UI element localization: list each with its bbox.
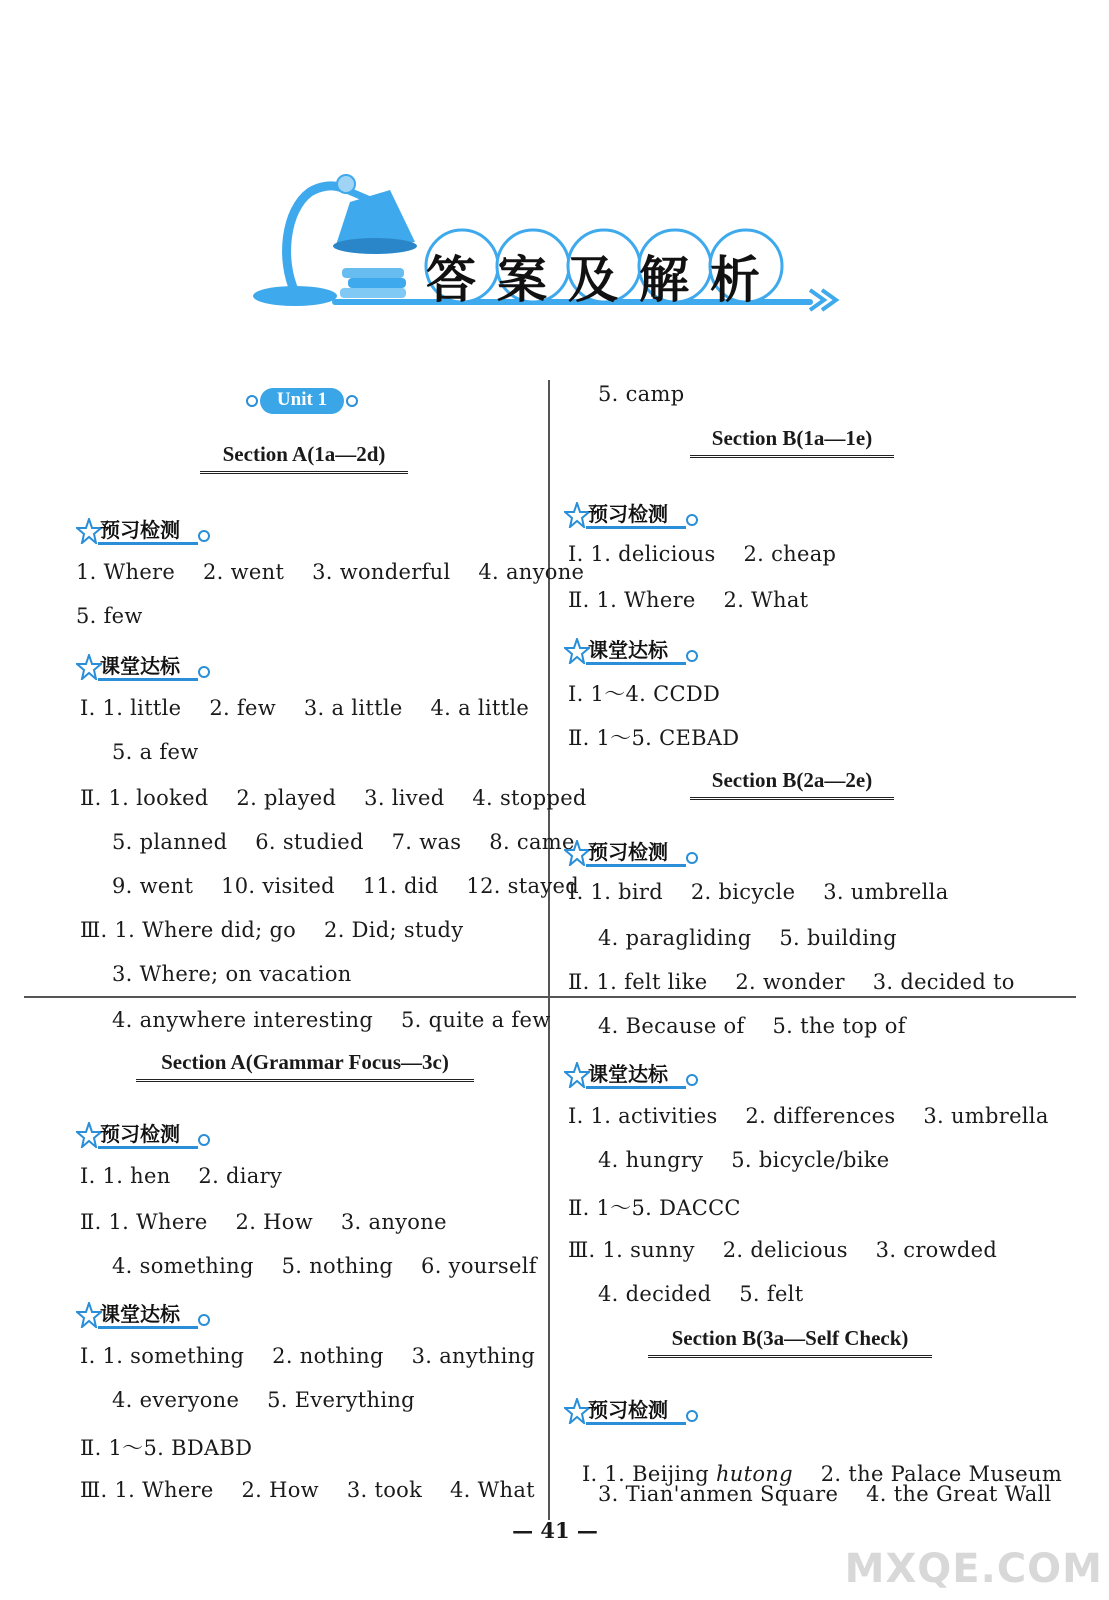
category-dot [686, 1074, 698, 1086]
answer-line: Ⅱ. 1～5. CEBAD [568, 726, 740, 750]
answer-line: Ⅰ. 1～4. CCDD [568, 682, 721, 706]
column-divider [548, 380, 550, 1520]
answer-line: 4. Because of 5. the top of [598, 1014, 906, 1038]
category-dot [198, 530, 210, 542]
answer-text: 2. the Palace Museum [792, 1462, 1063, 1486]
category-classroom-a2 [76, 1298, 216, 1330]
page-title: 答案及解析 [426, 251, 781, 309]
category-label: 预习检测 [100, 1122, 180, 1146]
category-dot [686, 852, 698, 864]
answer-line: Ⅰ. 1. something 2. nothing 3. anything [80, 1344, 536, 1368]
category-label: 课堂达标 [588, 638, 668, 662]
answer-line: 5. few [76, 604, 143, 628]
category-underline [98, 1146, 198, 1149]
category-underline [586, 662, 686, 665]
unit-badge-label: Unit 1 [276, 389, 328, 410]
answer-line: Ⅰ. 1. activities 2. differences 3. umbrella [568, 1104, 1049, 1128]
category-label: 预习检测 [588, 502, 668, 526]
section-title-b1: Section B(1a—1e) [690, 426, 894, 458]
answer-text-italic: hutong [715, 1462, 793, 1486]
section-title-b2: Section B(2a—2e) [690, 768, 894, 800]
answer-line [568, 1438, 1062, 1486]
category-label: 预习检测 [588, 840, 668, 864]
answer-line: Ⅲ. 1. sunny 2. delicious 3. crowded [568, 1238, 998, 1262]
category-underline [98, 542, 198, 545]
section-title-a1: Section A(1a—2d) [200, 442, 408, 474]
unit-badge [246, 386, 358, 416]
answer-line: 4. hungry 5. bicycle/bike [598, 1148, 890, 1172]
category-classroom-b1 [564, 634, 704, 666]
answer-line: 1. Where 2. went 3. wonderful 4. anyone [76, 560, 585, 584]
category-classroom-b2 [564, 1058, 704, 1090]
star-icon [564, 502, 590, 528]
star-icon [76, 518, 102, 544]
category-underline [586, 1422, 686, 1425]
answer-line: Ⅱ. 1. looked 2. played 3. lived 4. stopped [80, 786, 587, 810]
answer-line: Ⅱ. 1. Where 2. What [568, 588, 809, 612]
star-icon [76, 1302, 102, 1328]
answer-line: 4. paragliding 5. building [598, 926, 897, 950]
answer-line: 5. planned 6. studied 7. was 8. came [112, 830, 575, 854]
category-preview-b3 [564, 1394, 704, 1426]
answer-line: 3. Tian'anmen Square 4. the Great Wall [598, 1482, 1052, 1506]
category-preview-a1 [76, 514, 216, 546]
category-label: 课堂达标 [100, 654, 180, 678]
star-icon [564, 840, 590, 866]
answer-line: 4. everyone 5. Everything [112, 1388, 415, 1412]
star-icon [564, 638, 590, 664]
horizontal-divider [24, 996, 1076, 998]
answer-text: Ⅰ. 1. Beijing [581, 1462, 716, 1486]
answer-line: Ⅲ. 1. Where did; go 2. Did; study [80, 918, 464, 942]
section-title-b3: Section B(3a—Self Check) [648, 1326, 932, 1358]
answer-line: Ⅰ. 1. little 2. few 3. a little 4. a little [80, 696, 530, 720]
answer-line: Ⅱ. 1. felt like 2. wonder 3. decided to [568, 970, 1015, 994]
watermark: MXQE.COM [844, 1546, 1103, 1592]
answer-line: Ⅰ. 1. hen 2. diary [80, 1164, 283, 1188]
category-dot [198, 1314, 210, 1326]
category-dot [686, 514, 698, 526]
category-preview-a2 [76, 1118, 216, 1150]
answer-line: 4. anywhere interesting 5. quite a few [112, 1008, 551, 1032]
answer-line: 5. a few [112, 740, 199, 764]
category-underline [586, 864, 686, 867]
category-dot [198, 1134, 210, 1146]
category-dot [686, 650, 698, 662]
category-dot [198, 666, 210, 678]
category-underline [98, 678, 198, 681]
answer-line: 9. went 10. visited 11. did 12. stayed [112, 874, 579, 898]
answer-line: Ⅰ. 1. delicious 2. cheap [568, 542, 837, 566]
header-banner [250, 170, 850, 320]
category-dot [686, 1410, 698, 1422]
category-label: 预习检测 [100, 518, 180, 542]
category-preview-b2 [564, 836, 704, 868]
star-icon [76, 654, 102, 680]
answer-line: Ⅰ. 1. bird 2. bicycle 3. umbrella [568, 880, 949, 904]
category-preview-b1 [564, 498, 704, 530]
category-underline [586, 1086, 686, 1089]
answer-line: 3. Where; on vacation [112, 962, 352, 986]
category-label: 课堂达标 [100, 1302, 180, 1326]
answer-line: 4. something 5. nothing 6. yourself [112, 1254, 537, 1278]
category-underline [586, 526, 686, 529]
answer-line: Ⅲ. 1. Where 2. How 3. took 4. What [80, 1478, 535, 1502]
star-icon [76, 1122, 102, 1148]
page-number: — 41 — [512, 1518, 598, 1543]
category-classroom-a1 [76, 650, 216, 682]
answer-line: 4. decided 5. felt [598, 1282, 804, 1306]
star-icon [564, 1062, 590, 1088]
category-label: 预习检测 [588, 1398, 668, 1422]
answer-line: Ⅱ. 1～5. DACCC [568, 1196, 741, 1220]
category-underline [98, 1326, 198, 1329]
answer-line: Ⅱ. 1. Where 2. How 3. anyone [80, 1210, 447, 1234]
star-icon [564, 1398, 590, 1424]
category-label: 课堂达标 [588, 1062, 668, 1086]
answer-line: 5. camp [598, 382, 685, 406]
answer-line: Ⅱ. 1～5. BDABD [80, 1436, 253, 1460]
section-title-a2: Section A(Grammar Focus—3c) [136, 1050, 474, 1082]
